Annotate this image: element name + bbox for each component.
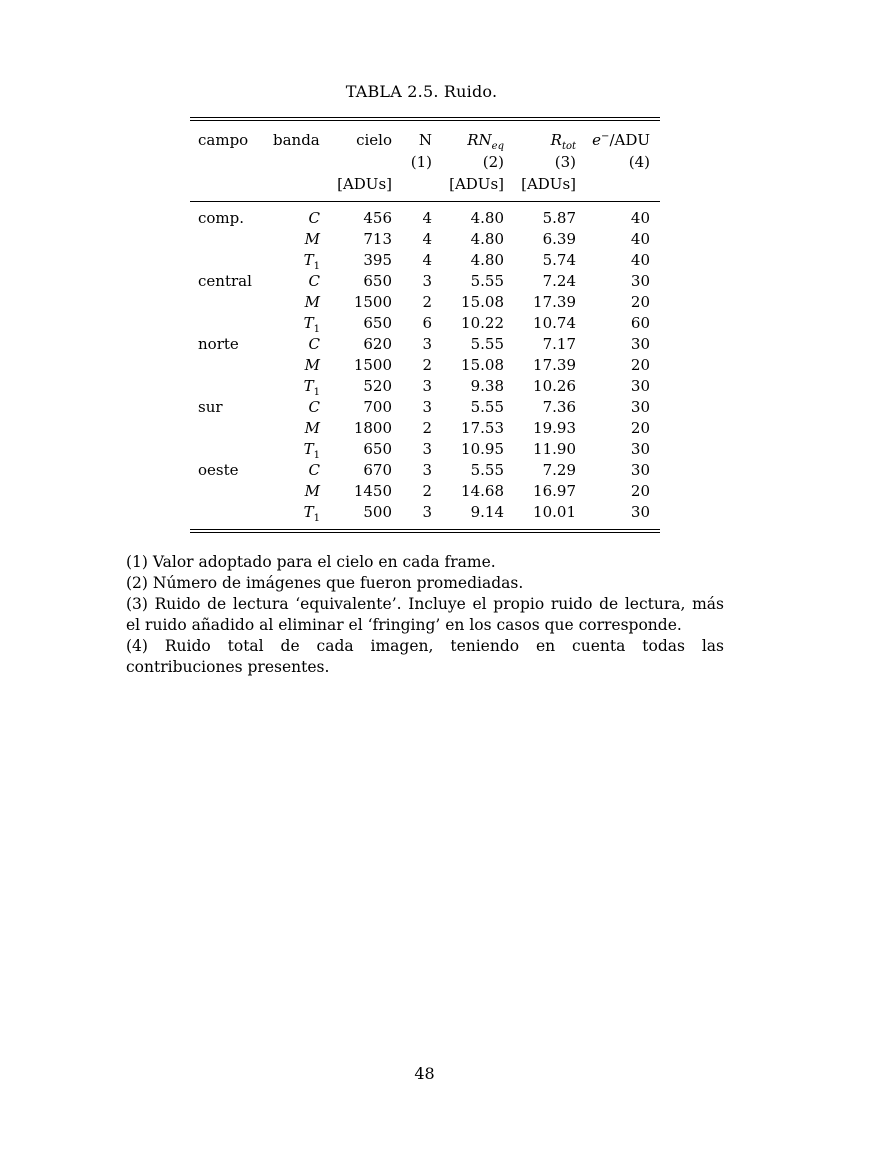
header-n-num: (1)	[410, 153, 432, 171]
cell-rn: 10.95	[461, 440, 504, 458]
cell-rt: 11.90	[533, 440, 576, 458]
cell-cielo: 650	[363, 440, 392, 458]
cell-cielo: 456	[363, 209, 392, 227]
cell-rt: 10.01	[533, 503, 576, 521]
header-rn-main: RN	[467, 131, 492, 149]
cell-e: 30	[630, 398, 650, 416]
cell-e: 40	[630, 209, 650, 227]
cell-rt: 6.39	[542, 230, 576, 248]
page-number: 48	[414, 1064, 435, 1083]
cell-e: 30	[630, 272, 650, 290]
banda-letter: T	[303, 377, 314, 395]
note-1: (1) Valor adoptado para el cielo en cada frame.	[126, 553, 496, 571]
cell-banda	[273, 376, 320, 397]
cell-e: 20	[630, 419, 650, 437]
header-cielo: cielo	[356, 131, 392, 149]
table-row	[190, 250, 660, 271]
table-row	[190, 355, 660, 376]
header-cielo-unit: [ADUs]	[337, 175, 392, 193]
cell-e: 30	[630, 377, 650, 395]
table-caption: TABLA 2.5. Ruido.	[345, 82, 498, 101]
cell-rt: 5.74	[542, 251, 576, 269]
cell-campo	[190, 292, 273, 313]
cell-rt: 7.29	[542, 461, 576, 479]
cell-n: 6	[422, 314, 432, 332]
cell-campo	[190, 418, 273, 439]
table-row	[190, 334, 660, 355]
table-notes	[126, 552, 724, 678]
cell-campo	[190, 229, 273, 250]
cell-banda	[273, 460, 320, 481]
cell-rt: 7.17	[542, 335, 576, 353]
banda-letter: T	[303, 251, 314, 269]
cell-e: 20	[630, 356, 650, 374]
banda-subscript: 1	[313, 387, 320, 398]
cell-cielo: 1450	[353, 482, 392, 500]
note-4: (4) Ruido total de cada imagen, teniendo en cuenta todas las contribuciones presentes.	[126, 637, 724, 676]
cell-banda	[273, 502, 320, 523]
cell-rt: 7.24	[542, 272, 576, 290]
cell-cielo: 700	[363, 398, 392, 416]
header-row-names	[190, 129, 660, 151]
cell-rt: 19.93	[533, 419, 576, 437]
banda-letter: C	[308, 461, 320, 479]
header-row-units	[190, 173, 660, 195]
cell-campo	[190, 313, 273, 334]
header-n: N	[418, 131, 432, 149]
table-row	[190, 208, 660, 229]
cell-e: 30	[630, 461, 650, 479]
cell-banda	[273, 271, 320, 292]
cell-banda	[273, 355, 320, 376]
cell-rn: 15.08	[461, 293, 504, 311]
header-rn-sub: eq	[491, 141, 504, 152]
table-row	[190, 271, 660, 292]
cell-n: 3	[422, 272, 432, 290]
cell-rn: 5.55	[470, 272, 504, 290]
cell-e: 20	[630, 482, 650, 500]
cell-banda	[273, 292, 320, 313]
cell-cielo: 1500	[353, 356, 392, 374]
cell-n: 2	[422, 482, 432, 500]
table-body-rows	[190, 208, 660, 523]
table-row	[190, 439, 660, 460]
cell-e: 30	[630, 503, 650, 521]
cell-rn: 4.80	[470, 251, 504, 269]
note-2: (2) Número de imágenes que fueron promediadas.	[126, 574, 524, 592]
header-rt-unit: [ADUs]	[521, 175, 576, 193]
cell-e: 60	[630, 314, 650, 332]
header-e-main: e	[592, 131, 602, 149]
cell-rn: 17.53	[461, 419, 504, 437]
cell-rn: 4.80	[470, 209, 504, 227]
cell-n: 4	[422, 230, 432, 248]
cell-campo	[190, 439, 273, 460]
cell-rn: 5.55	[470, 335, 504, 353]
header-campo: campo	[198, 131, 249, 149]
header-rn-num: (2)	[482, 153, 504, 171]
header-e-num: (4)	[628, 153, 650, 171]
bottom-double-rule	[190, 529, 660, 533]
cell-n: 3	[422, 503, 432, 521]
cell-banda	[273, 334, 320, 355]
table-body	[190, 202, 660, 529]
cell-banda	[273, 313, 320, 334]
cell-e: 40	[630, 251, 650, 269]
cell-banda	[273, 418, 320, 439]
cell-cielo: 520	[363, 377, 392, 395]
banda-letter: M	[304, 356, 320, 374]
cell-cielo: 1500	[353, 293, 392, 311]
header-rt-sub: tot	[561, 141, 576, 152]
table-row	[190, 460, 660, 481]
cell-rt: 17.39	[533, 293, 576, 311]
header-rt-num: (3)	[554, 153, 576, 171]
header-banda: banda	[273, 131, 320, 149]
cell-n: 3	[422, 335, 432, 353]
cell-banda	[273, 229, 320, 250]
cell-rn: 9.14	[470, 503, 504, 521]
cell-n: 3	[422, 398, 432, 416]
banda-subscript: 1	[313, 513, 320, 524]
cell-banda	[273, 397, 320, 418]
cell-cielo: 395	[363, 251, 392, 269]
header-e-adu	[576, 129, 660, 151]
cell-e: 40	[630, 230, 650, 248]
cell-n: 2	[422, 419, 432, 437]
cell-banda	[273, 439, 320, 460]
table-row	[190, 313, 660, 334]
cell-rt: 10.26	[533, 377, 576, 395]
banda-letter: T	[303, 314, 314, 332]
cell-campo	[190, 481, 273, 502]
note-3: (3) Ruido de lectura ‘equivalente’. Incluye el propio ruido de lectura, más el ruido añadido al eliminar el ‘fringing’ en los casos que corresponde.	[126, 595, 724, 634]
table-row	[190, 397, 660, 418]
cell-cielo: 650	[363, 272, 392, 290]
banda-subscript: 1	[313, 261, 320, 272]
cell-campo	[190, 250, 273, 271]
cell-campo: comp.	[198, 209, 245, 227]
banda-letter: C	[308, 272, 320, 290]
banda-letter: C	[308, 398, 320, 416]
table-row	[190, 229, 660, 250]
cell-campo: sur	[198, 398, 223, 416]
cell-rn: 5.55	[470, 461, 504, 479]
cell-n: 2	[422, 293, 432, 311]
cell-n: 3	[422, 440, 432, 458]
cell-campo: norte	[198, 335, 239, 353]
cell-banda	[273, 250, 320, 271]
cell-cielo: 650	[363, 314, 392, 332]
cell-cielo: 713	[363, 230, 392, 248]
cell-rt: 10.74	[533, 314, 576, 332]
cell-campo	[190, 355, 273, 376]
table-row	[190, 376, 660, 397]
cell-banda	[273, 208, 320, 229]
banda-letter: C	[308, 335, 320, 353]
cell-cielo: 670	[363, 461, 392, 479]
banda-letter: M	[304, 230, 320, 248]
banda-letter: T	[303, 503, 314, 521]
header-rt-main: R	[550, 131, 562, 149]
cell-campo	[190, 502, 273, 523]
cell-n: 2	[422, 356, 432, 374]
table-row	[190, 481, 660, 502]
cell-rn: 15.08	[461, 356, 504, 374]
table-row	[190, 502, 660, 523]
header-e-rest: /ADU	[609, 131, 650, 149]
header-e-sup: −	[601, 131, 610, 142]
banda-letter: T	[303, 440, 314, 458]
cell-n: 3	[422, 377, 432, 395]
cell-rn: 9.38	[470, 377, 504, 395]
cell-banda	[273, 481, 320, 502]
header-rn-unit: [ADUs]	[449, 175, 504, 193]
banda-subscript: 1	[313, 324, 320, 335]
cell-e: 30	[630, 335, 650, 353]
cell-campo: oeste	[198, 461, 239, 479]
cell-cielo: 620	[363, 335, 392, 353]
cell-rn: 4.80	[470, 230, 504, 248]
header-rn-eq	[432, 129, 504, 151]
table-row	[190, 292, 660, 313]
cell-e: 20	[630, 293, 650, 311]
cell-rn: 14.68	[461, 482, 504, 500]
banda-subscript: 1	[313, 450, 320, 461]
cell-rn: 5.55	[470, 398, 504, 416]
cell-campo: central	[198, 272, 252, 290]
cell-rt: 5.87	[542, 209, 576, 227]
banda-letter: C	[308, 209, 320, 227]
header-r-tot	[504, 129, 576, 151]
cell-campo	[190, 376, 273, 397]
banda-letter: M	[304, 293, 320, 311]
cell-n: 4	[422, 251, 432, 269]
cell-e: 30	[630, 440, 650, 458]
banda-letter: M	[304, 419, 320, 437]
banda-letter: M	[304, 482, 320, 500]
cell-cielo: 500	[363, 503, 392, 521]
table-row	[190, 418, 660, 439]
cell-rn: 10.22	[461, 314, 504, 332]
cell-cielo: 1800	[353, 419, 392, 437]
noise-table	[190, 117, 660, 533]
header-row-numbers	[190, 151, 660, 173]
cell-rt: 7.36	[542, 398, 576, 416]
cell-n: 3	[422, 461, 432, 479]
cell-rt: 17.39	[533, 356, 576, 374]
cell-n: 4	[422, 209, 432, 227]
table-header	[190, 121, 660, 201]
cell-rt: 16.97	[533, 482, 576, 500]
